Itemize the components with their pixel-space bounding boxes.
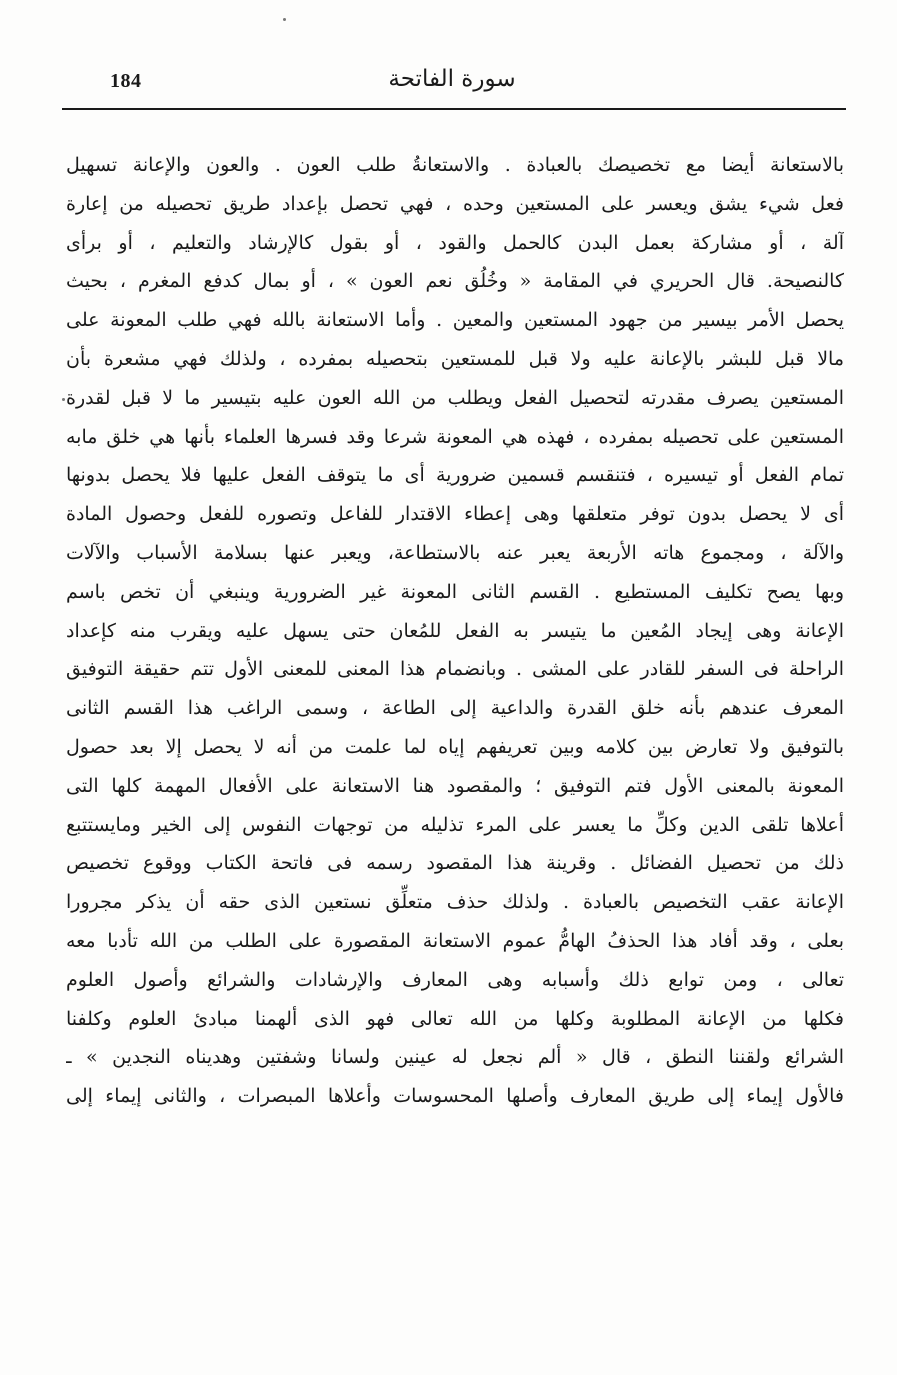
running-title: سورة الفاتحة [388, 66, 516, 92]
scan-speck [62, 398, 65, 401]
text-line: والآلة ، ومجموع هاته الأربعة يعبر عنه بالاستطاعة، ويعبر عنها بسلامة الأسباب والآلات [66, 541, 844, 564]
text-line: أعلاها تلقى الدين وكلِّ ما يعسر على المرء تذليله من توجهات النفوس إلى الخير ومايستتبع [66, 813, 844, 836]
header-rule [62, 108, 846, 110]
text-line: المعرف عندهم بأنه خلق القدرة والداعية إلى الطاعة ، وسمى الراغب هذا القسم الثانى [66, 697, 844, 720]
body-text [66, 146, 844, 1116]
text-line: بالاستعانة أيضا مع تخصيصك بالعبادة . والاستعانةُ طلب العون . والعون والإعانة تسهيل [66, 154, 844, 176]
text-line: آلة ، أو مشاركة بعمل البدن كالحمل والقود ، أو بقول كالإرشاد والتعليم ، أو برأى [66, 231, 844, 254]
text-line: بعلى ، وقد أفاد هذا الحذفُ الهامُّ عموم الاستعانة المقصورة على الطلب من الله تأدبا معه [66, 929, 844, 952]
text-line: الراحلة فى السفر للقادر على المشى . وبانضمام هذا المعنى للمعنى الأول تتم حقيقة التوفيق [66, 658, 844, 681]
text-line: ذلك من تحصيل الفضائل . وقرينة هذا المقصود رسمه فى فاتحة الكتاب ووقوع تخصيص [66, 852, 844, 875]
text-line: تعالى ، ومن توابع ذلك وأسبابه وهى المعارف والإرشادات والشرائع وأصول العلوم [66, 968, 844, 991]
page-header [62, 56, 842, 104]
text-line: تمام الفعل أو تيسيره ، فتنقسم قسمين ضرورية أى ما يتوقف الفعل عليها فلا يحصل بدونها [66, 464, 844, 487]
text-line: كالنصيحة. قال الحريري في المقامة « وخُلُق نعم العون » ، أو بمال كدفع المغرم ، بحيث [66, 270, 844, 293]
text-line: وبها يصح تكليف المستطيع . القسم الثانى المعونة غير الضرورية وينبغي أن تخص باسم [66, 580, 844, 603]
scan-speck [283, 18, 286, 21]
text-line: المعونة بالمعنى الأول فتم التوفيق ؛ والمقصود هنا الاستعانة على الأفعال المهمة كلها التى [66, 774, 844, 797]
text-line: فعل شيء يشق ويعسر على المستعين وحده ، فهي تحصل بإعداد طريق تحصيله من إعارة [66, 192, 844, 215]
text-line: الإعانة وهى إيجاد المُعين ما يتيسر به الفعل للمُعان حتى يسهل عليه ويقرب منه كإعداد [66, 619, 844, 642]
text-line: الإعانة عقب التخصيص بالعبادة . ولذلك حذف متعلِّق نستعين الذى حقه أن يذكر مجرورا [66, 891, 844, 914]
page-number: 184 [110, 70, 142, 92]
text-line: المستعين على تحصيله بمفرده ، فهذه هي المعونة شرعا وقد فسرها العلماء بأنها هي خلق مابه [66, 425, 844, 448]
text-line: أى لا يحصل بدون توفر متعلقها وهى إعطاء الاقتدار للفاعل وتصوره للفعل وحصول المادة [66, 503, 844, 526]
text-line: فكلها من الإعانة المطلوبة وكلها من الله تعالى فهو الذى ألهمنا مبادئ العلوم وكلفنا [66, 1007, 844, 1030]
text-line: يحصل الأمر بيسير من جهود المستعين والمعين . وأما الاستعانة بالله فهي طلب المعونة على [66, 309, 844, 332]
text-line: فالأول إيماء إلى طريق المعارف وأصلها المحسوسات وأعلاها المبصرات ، والثانى إيماء إلى [66, 1085, 844, 1108]
text-line: مالا قبل للبشر بالإعانة عليه ولا قبل للمستعين بتحصيله بمفرده ، ولذلك فهي مشعرة بأن [66, 347, 844, 370]
text-line: بالتوفيق ولا تعارض بين كلامه وبين تعريفهم إياه لما علمت من أنه لا يحصل إلا بعد حصول [66, 735, 844, 758]
text-line: الشرائع ولقننا النطق ، قال « ألم نجعل له عينين ولسانا وشفتين وهديناه النجدين » ـ [66, 1046, 844, 1069]
text-line: المستعين يصرف مقدرته لتحصيل الفعل ويطلب من الله العون عليه بتيسير ما لا قبل لقدرة [66, 386, 844, 409]
